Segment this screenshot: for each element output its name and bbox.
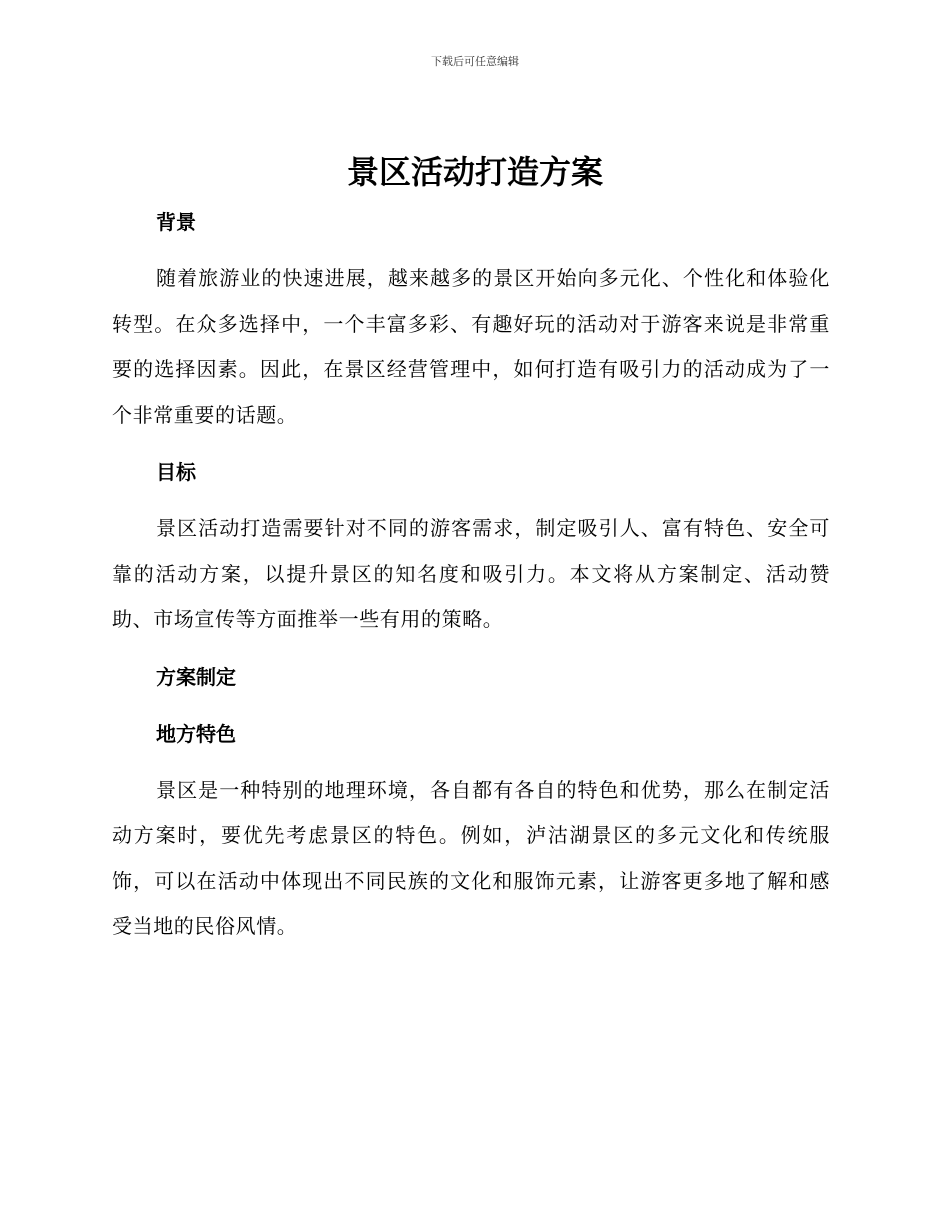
section-paragraph-goal: 景区活动打造需要针对不同的游客需求，制定吸引人、富有特色、安全可靠的活动方案，以提升景区的知名度和吸引力。本文将从方案制定、活动赞助、市场宣传等方面推举一些有用的策略。 — [112, 516, 830, 631]
section-heading-plan: 方案制定 — [156, 664, 236, 689]
section-paragraph-local-features: 景区是一种特别的地理环境，各自都有各自的特色和优势，那么在制定活动方案时，要优先考虑景区的特色。例如，泸沽湖景区的多元文化和传统服饰，可以在活动中体现出不同民族的文化和服饰元素，让游客更多地了解和感受当地的民俗风情。 — [112, 777, 830, 938]
section-heading-goal: 目标 — [156, 460, 196, 484]
section-paragraph-background: 随着旅游业的快速进展，越来越多的景区开始向多元化、个性化和体验化转型。在众多选择中，一个丰富多彩、有趣好玩的活动对于游客来说是非常重要的选择因素。因此，在景区经营管理中，如何打造有吸引力的活动成为了一个非常重要的话题。 — [112, 266, 830, 427]
section-heading-background: 背景 — [156, 210, 196, 234]
section-heading-local-features: 地方特色 — [156, 721, 236, 746]
page-header-note: 下载后可任意编辑 — [431, 55, 519, 68]
document-title: 景区活动打造方案 — [346, 153, 603, 191]
document-body — [112, 200, 830, 950]
